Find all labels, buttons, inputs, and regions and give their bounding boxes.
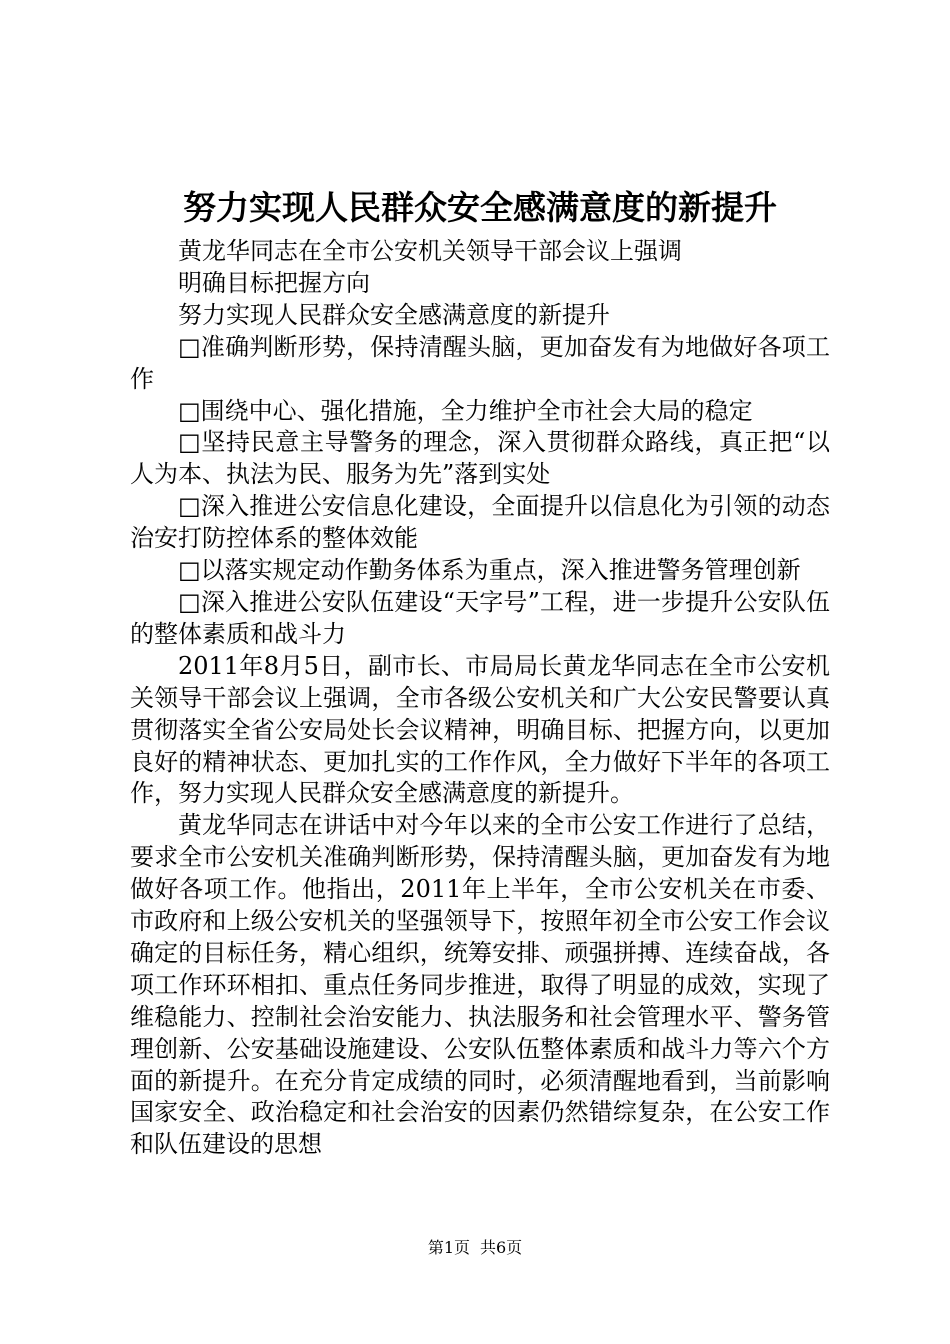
- list-item: □围绕中心、强化措施，全力维护全市社会大局的稳定: [178, 396, 753, 425]
- list-item: □深入推进公安信息化建设，全面提升以信息化为引领的动态治安打防控体系的整体效能: [130, 492, 830, 553]
- list-item: □坚持民意主导警务的理念，深入贯彻群众路线，真正把“以人为本、执法为民、服务为先”落到实处: [130, 428, 830, 489]
- list-item: □深入推进公安队伍建设“天字号”工程，进一步提升公安队伍的整体素质和战斗力: [130, 587, 830, 648]
- subtitle-line: 努力实现人民群众安全感满意度的新提升: [178, 300, 610, 329]
- list-item: □准确判断形势，保持清醒头脑，更加奋发有为地做好各项工作: [130, 332, 830, 393]
- list-item: □以落实规定动作勤务体系为重点，深入推进警务管理创新: [178, 556, 801, 585]
- document-page: [130, 180, 830, 1161]
- document-title: 努力实现人民群众安全感满意度的新提升: [183, 188, 777, 227]
- body-paragraph: 2011年8月5日，副市长、市局局长黄龙华同志在全市公安机关领导干部会议上强调，全市各级公安机关和广大公安民警要认真贯彻落实全省公安局处长会议精神，明确目标、把握方向，以更加良好的精神状态、更加扎实的工作作风，全力做好下半年的各项工作，努力实现人民群众安全感满意度的新提升。: [130, 651, 830, 808]
- subtitle-line: 明确目标把握方向: [178, 268, 370, 297]
- page-number: 第1页: [427, 1238, 470, 1257]
- body-paragraph: 黄龙华同志在讲话中对今年以来的全市公安工作进行了总结，要求全市公安机关准确判断形势，保持清醒头脑，更加奋发有为地做好各项工作。他指出，2011年上半年，全市公安机关在市委、市政府和上级公安机关的坚强领导下，按照年初全市公安工作会议确定的目标任务，精心组织，统筹安排、顽强拼搏、连续奋战，各项工作环环相扣、重点任务同步推进，取得了明显的成效，实现了维稳能力、控制社会治安能力、执法服务和社会管理水平、警务管理创新、公安基础设施建设、公安队伍整体素质和战斗力等六个方面的新提升。在充分肯定成绩的同时，必须清醒地看到，当前影响国家安全、政治稳定和社会治安的因素仍然错综复杂，在公安工作和队伍建设的思想: [130, 811, 830, 1159]
- subtitle-line: 黄龙华同志在全市公安机关领导干部会议上强调: [178, 237, 682, 265]
- page-total: 共6页: [480, 1238, 523, 1257]
- page-footer: [0, 1238, 950, 1258]
